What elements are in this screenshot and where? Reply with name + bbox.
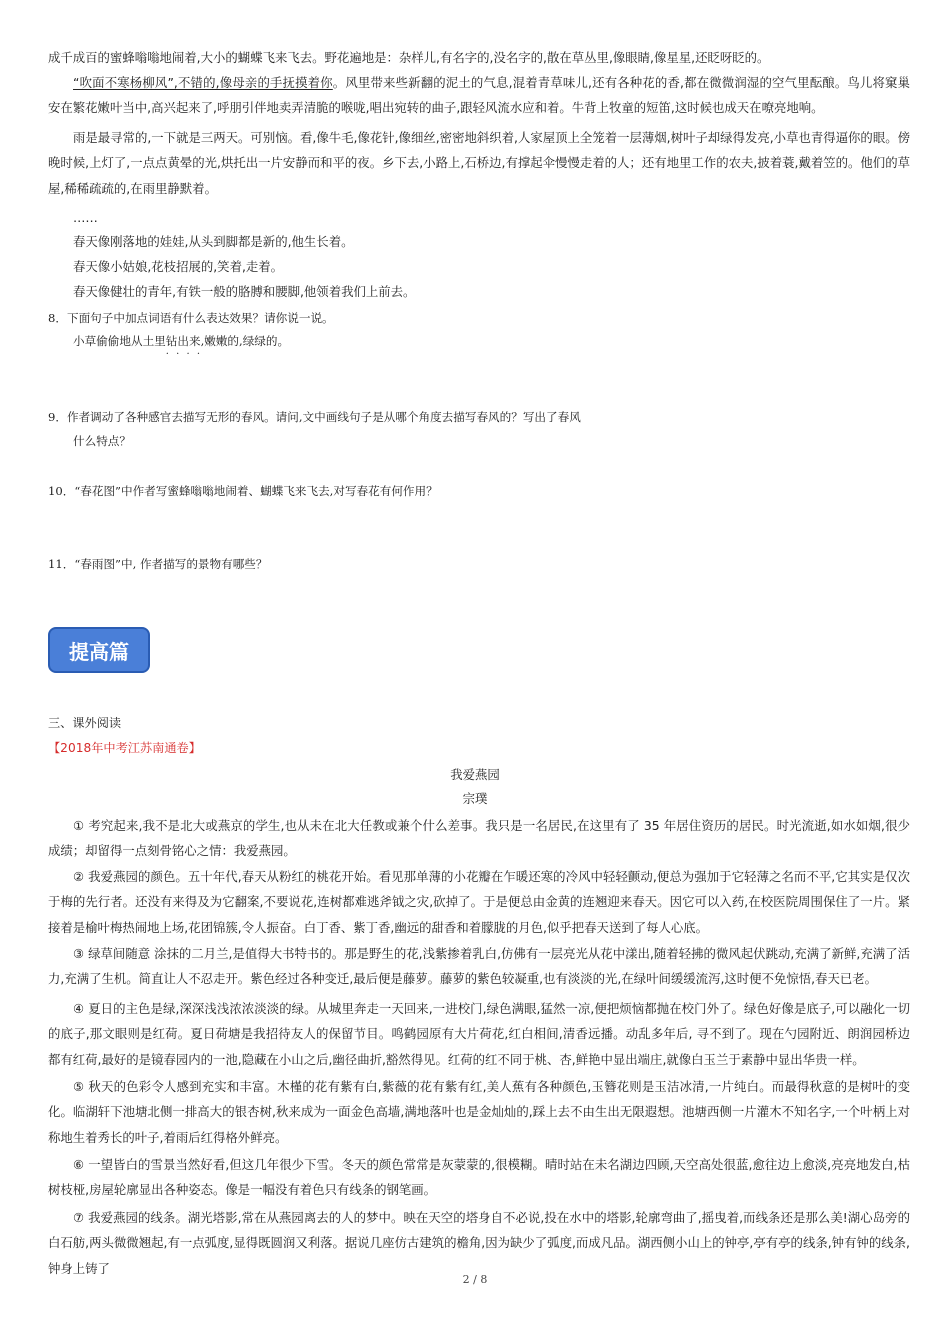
question-9-line-2: 什么特点？ xyxy=(73,434,131,448)
question-8: 8．下面句子中加点词语有什么表达效果？请你说一说。 xyxy=(48,311,334,325)
passage-line-6: 春天像健壮的青年,有铁一般的胳膊和腰脚,他领着我们上前去。 xyxy=(73,284,416,299)
page-number: 2 / 8 xyxy=(462,1273,488,1286)
reading-heading: 三、课外阅读 xyxy=(48,716,122,730)
section-badge: 提高篇 xyxy=(48,627,150,673)
article-paragraph-5: ⑤ 秋天的色彩令人感到充实和丰富。木槿的花有紫有白,紫薇的花有紫有红,美人蕉有各种颜色,玉簪花则是玉洁冰清,一片纯白。而最得秋意的是树叶的变化。临湖轩下池塘北侧一排高大的银杏树,秋来成为一面金色高墙,满地落叶也是金灿灿的,踩上去不由生出无限遐想。池塘西侧一片灌木不知名字,一个叶柄上对称地生着秀长的叶子,着雨后红得格外鲜亮。 xyxy=(48,1079,910,1145)
exam-source: 【2018年中考江苏南通卷】 xyxy=(48,741,201,755)
article-author: 宗璞 xyxy=(462,791,488,806)
article-paragraph-6: ⑥ 一望皆白的雪景当然好看,但这几年很少下雪。冬天的颜色常常是灰蒙蒙的,很模糊。晴时站在未名湖边四顾,天空高处很蓝,愈往边上愈淡,亮亮地发白,枯树枝桠,房屋轮廓显出各种姿态。像是一幅没有着色只有线条的钢笔画。 xyxy=(48,1157,910,1198)
article-title: 我爱燕园 xyxy=(450,767,500,782)
underlined-sentence: “吹面不寒杨柳风”,不错的,像母亲的手抚摸着你 xyxy=(73,75,333,90)
passage-line-4: 春天像刚落地的娃娃,从头到脚都是新的,他生长着。 xyxy=(73,234,354,249)
q8-dotted-word: 钻出来 · · · · xyxy=(166,334,201,348)
ellipsis: …… xyxy=(73,210,98,225)
article-paragraph-1: ① 考究起来,我不是北大或燕京的学生,也从未在北大任教或兼个什么差事。我只是一名居民,在这里有了 35 年居住资历的居民。时光流逝,如水如烟,很少成绩；却留得一点刻骨铭心之情：我爱燕园。 xyxy=(48,818,910,859)
passage-paragraph-1: 成千成百的蜜蜂嗡嗡地闹着,大小的蝴蝶飞来飞去。野花遍地是：杂样儿,有名字的,没名字的,散在草丛里,像眼睛,像星星,还眨呀眨的。 xyxy=(48,50,770,65)
article-paragraph-3: ③ 绿草间随意 涂抹的二月兰,是值得大书特书的。那是野生的花,浅紫掺着乳白,仿佛有一层亮光从花中漾出,随着轻拂的微风起伏跳动,充满了新鲜,充满了活力,充满了生机。简直让人不忍走开。紫色经过各种变迁,最后便是藤萝。藤萝的紫色较凝重,也有淡淡的光,在绿叶间缓缓流泻,这时便不免惊悟,春天已老。 xyxy=(48,946,910,987)
question-9-line-1: 9．作者调动了各种感官去描写无形的春风。请问,文中画线句子是从哪个角度去描写春风的？写出了春风 xyxy=(48,410,581,424)
q8-sentence-post: ,嫩嫩的,绿绿的。 xyxy=(200,334,290,348)
article-paragraph-2: ② 我爱燕园的颜色。五十年代,春天从粉红的桃花开始。看见那单薄的小花瓣在乍暖还寒的冷风中轻轻颤动,便总为强加于它轻薄之名而不平,它其实是仅次于梅的先行者。还没有来得及为它翻案,不要说花,连树都难逃斧钺之灾,砍掉了。于是便总由金黄的连翘迎来春天。因它可以入药,在校医院周围保住了一片。紧接着是榆叶梅热闹地上场,花团锦簇,令人振奋。白丁香、紫丁香,幽远的甜香和着朦胧的月色,似乎把春天送到了每人心底。 xyxy=(48,869,910,935)
question-8-sentence xyxy=(73,332,289,350)
passage-paragraph-2 xyxy=(48,70,910,121)
passage-paragraph-3: 雨是最寻常的,一下就是三两天。可别恼。看,像牛毛,像花针,像细丝,密密地斜织着,人家屋顶上全笼着一层薄烟,树叶子却绿得发亮,小草也青得逼你的眼。傍晚时候,上灯了,一点点黄晕的光,烘托出一片安静而和平的夜。乡下去,小路上,石桥边,有撑起伞慢慢走着的人；还有地里工作的农夫,披着蓑,戴着笠的。他们的草屋,稀稀疏疏的,在雨里静默着。 xyxy=(48,130,910,196)
passage-paragraph-2-rest: 。风里带来些新翻的泥土的气息,混着青草味儿,还有各种花的香,都在微微润湿的空气里酝酿。鸟儿将窠巢安在繁花嫩叶当中,高兴起来了,呼朋引伴地卖弄清脆的喉咙,唱出宛转的曲子,跟轻风流水应和着。牛背上牧童的短笛,这时候也成天在嘹亮地响。 xyxy=(48,75,910,116)
article-paragraph-4: ④ 夏日的主色是绿,深深浅浅浓浓淡淡的绿。从城里奔走一天回来,一进校门,绿色满眼,猛然一凉,便把烦恼都抛在校门外了。绿色好像是底子,可以融化一切的底子,那文眼则是红荷。夏日荷塘是我招待友人的保留节目。鸣鹤园原有大片荷花,红白相间,清香远播。动乱多年后, 寻不到了。现在勺园附近、朗润园桥边都有红荷,最好的是镜春园内的一池,隐藏在小山之后,幽径曲折,豁然得见。红荷的红不同于桃、杏,鲜艳中显出端庄,就像白玉兰于素静中显出华贵一样。 xyxy=(48,1001,910,1067)
question-10: 10．“春花图”中作者写蜜蜂嗡嗡地闹着、蝴蝶飞来飞去,对写春花有何作用？ xyxy=(48,484,438,498)
passage-line-5: 春天像小姑娘,花枝招展的,笑着,走着。 xyxy=(73,259,284,274)
question-11: 11．“春雨图”中, 作者描写的景物有哪些？ xyxy=(48,557,268,571)
article-paragraph-7: ⑦ 我爱燕园的线条。湖光塔影,常在从燕园离去的人的梦中。映在天空的塔身自不必说,投在水中的塔影,轮廓弯曲了,摇曳着,而线条还是那么美!湖心岛旁的白石舫,两头微微翘起,有一点弧度,显得既圆润又利落。据说几座仿古建筑的檐角,因为缺少了弧度,而成凡品。湖西侧小山上的钟亭,亭有亭的线条,钟有钟的线条,钟身上铸了 xyxy=(48,1210,910,1276)
q8-sentence-pre: 小草偷偷地从土里 xyxy=(73,334,166,348)
